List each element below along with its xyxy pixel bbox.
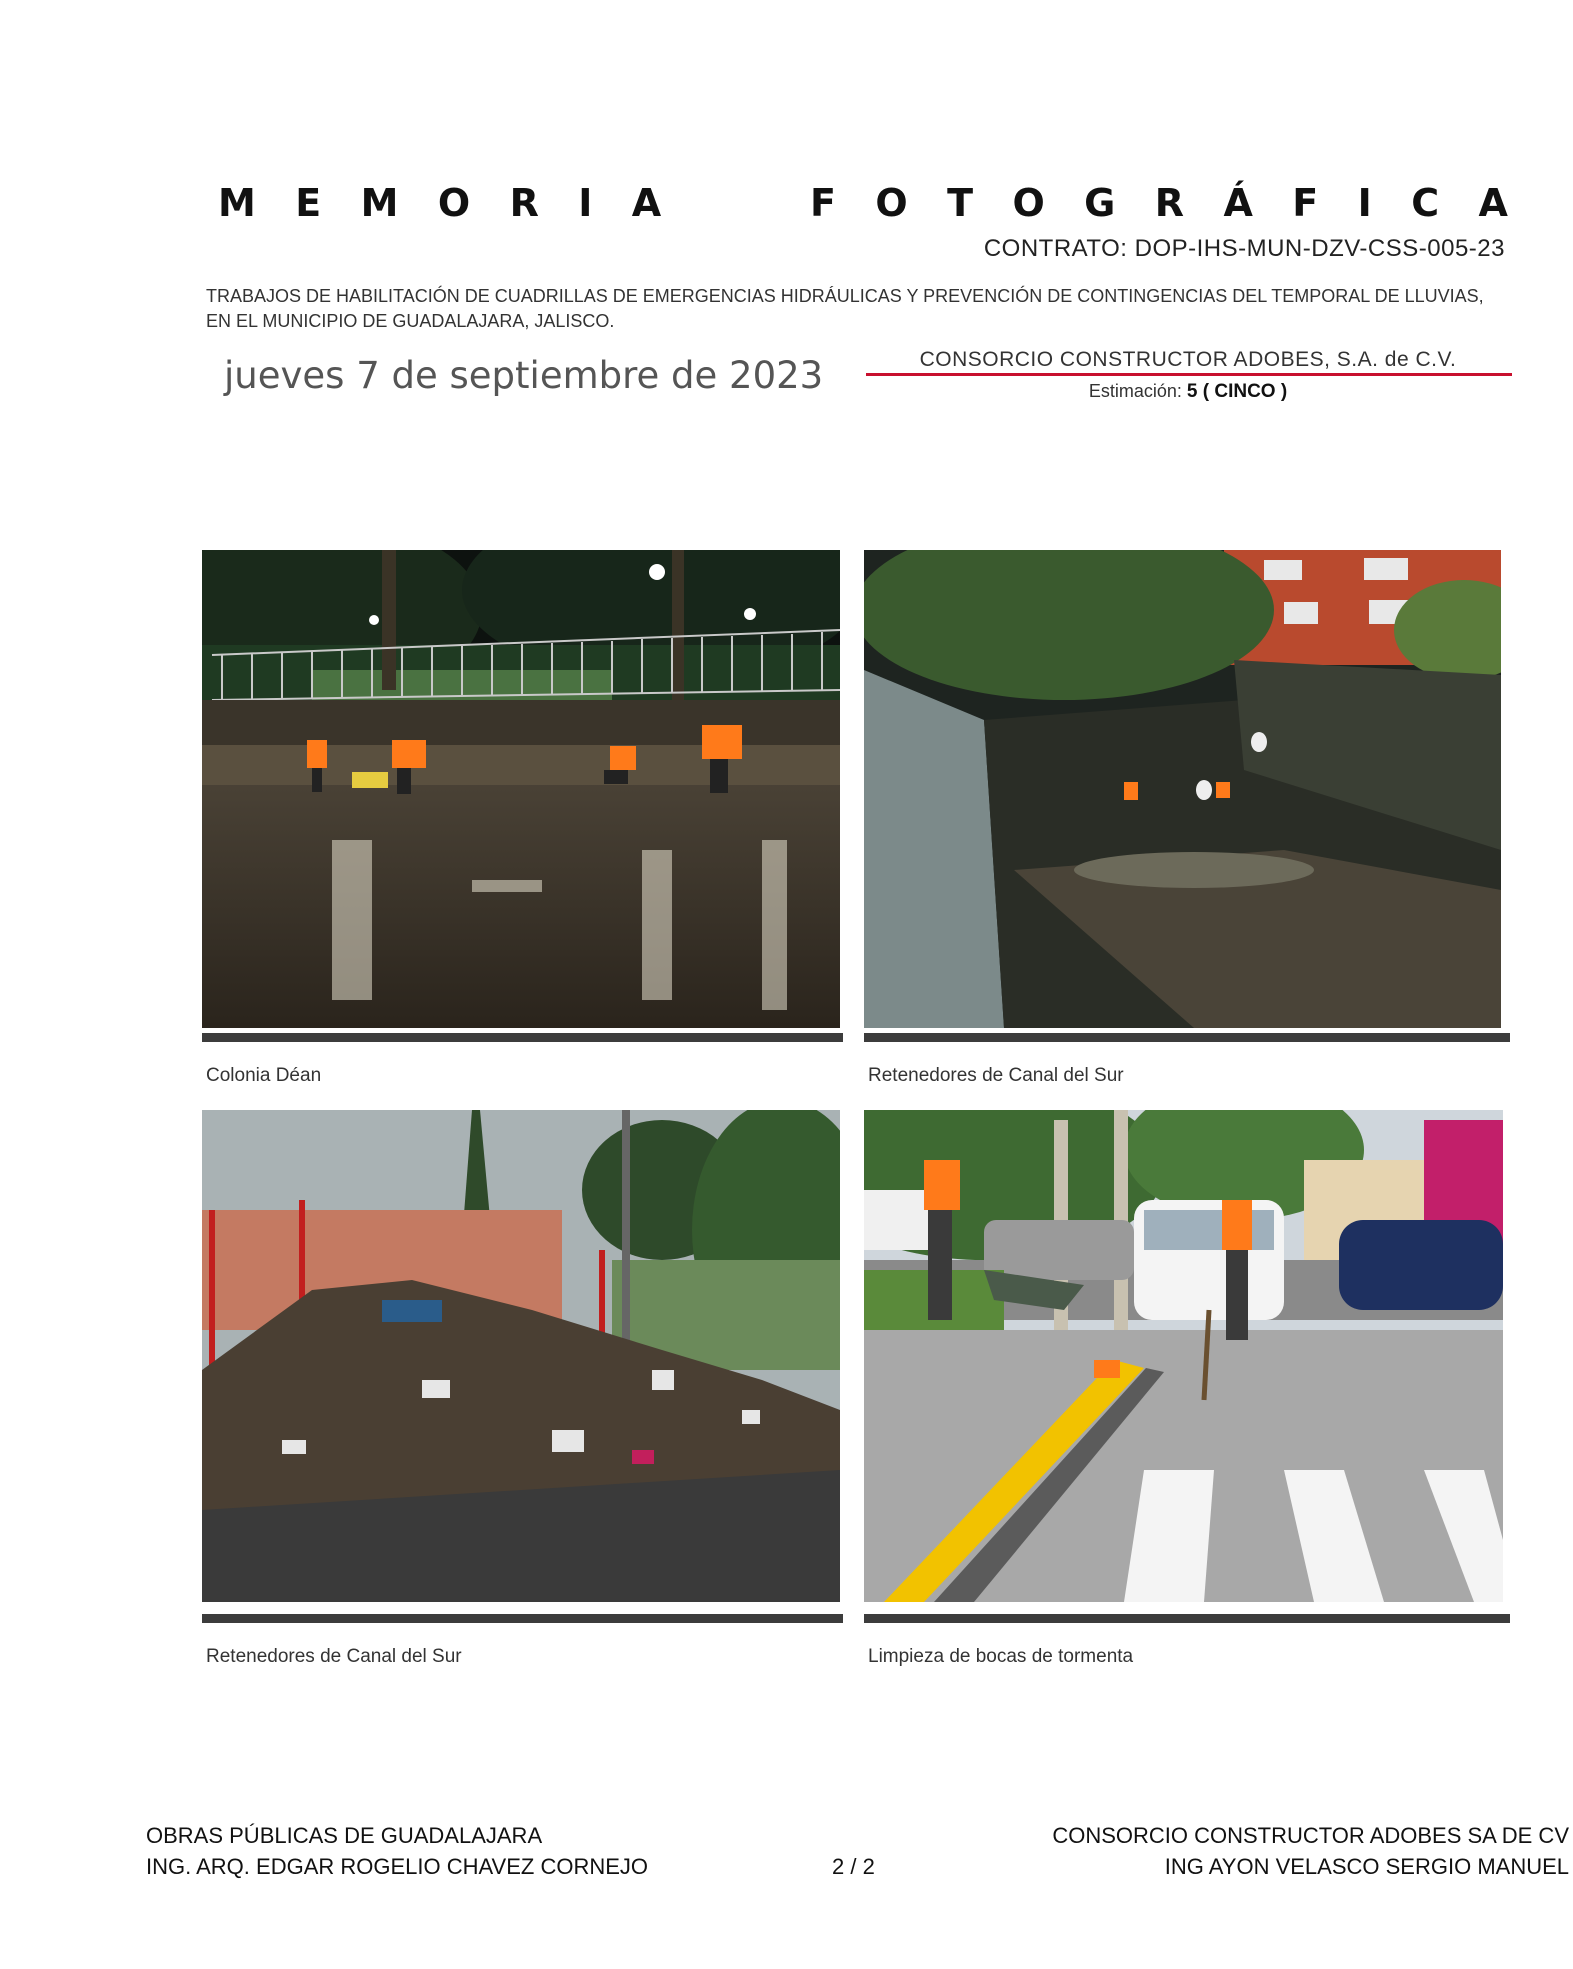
- footer-left-line: OBRAS PÚBLICAS DE GUADALAJARA: [146, 1823, 543, 1848]
- photo-canal-del-sur-2: [202, 1110, 840, 1602]
- photo-canal-del-sur-1: [864, 550, 1501, 1028]
- consortium-name: CONSORCIO CONSTRUCTOR ADOBES, S.A. de C.V.: [919, 348, 1457, 371]
- footer-left: [146, 1820, 648, 1882]
- title-letter: Á: [1223, 181, 1253, 225]
- title-letter: F: [1292, 181, 1319, 225]
- title-letter: O: [875, 181, 908, 225]
- document-title: [218, 178, 1508, 228]
- title-letter: I: [578, 181, 593, 225]
- title-letter: O: [1012, 181, 1045, 225]
- report-date: jueves 7 de septiembre de 2023: [224, 354, 824, 397]
- footer-right-line: ING AYON VELASCO SERGIO MANUEL: [1164, 1854, 1569, 1879]
- photo-bar: [864, 1614, 1510, 1623]
- photo-bocas-de-tormenta: [864, 1110, 1503, 1602]
- footer-left-line: ING. ARQ. EDGAR ROGELIO CHAVEZ CORNEJO: [146, 1854, 649, 1879]
- title-letter: R: [509, 181, 539, 225]
- photo-colonia-dean: [202, 550, 840, 1028]
- title-letter: F: [810, 181, 836, 225]
- footer-right-line: CONSORCIO CONSTRUCTOR ADOBES SA DE CV: [1052, 1823, 1569, 1848]
- title-letter: M: [218, 181, 256, 225]
- estimation: [866, 381, 1510, 403]
- description-line: TRABAJOS DE HABILITACIÓN DE CUADRILLAS DE EMERGENCIAS HIDRÁULICAS Y PREVENCIÓN DE CONTINGENCIAS DEL TEMPORAL DE LLUVIAS,: [206, 286, 1484, 306]
- title-letter: M: [360, 181, 399, 225]
- estimation-label: Estimación:: [1088, 381, 1182, 401]
- description-line: EN EL MUNICIPIO DE GUADALAJARA, JALISCO.: [206, 311, 615, 331]
- work-description: [206, 284, 1506, 334]
- title-letter: G: [1084, 181, 1116, 225]
- page-number: 2 / 2: [832, 1854, 875, 1879]
- title-letter: I: [1357, 181, 1372, 225]
- estimation-value: 5 ( CINCO ): [1186, 381, 1288, 402]
- photo-caption: Retenedores de Canal del Sur: [868, 1065, 1124, 1086]
- title-letter: O: [437, 181, 471, 225]
- photo-bar: [202, 1614, 843, 1623]
- title-letter: A: [631, 181, 662, 225]
- footer-right: [1052, 1820, 1569, 1882]
- photo-bar: [202, 1033, 843, 1042]
- photo-caption: Colonia Déan: [206, 1065, 322, 1086]
- photo-caption: Retenedores de Canal del Sur: [206, 1646, 462, 1667]
- title-letter: A: [1478, 181, 1508, 225]
- title-letter: C: [1411, 181, 1440, 225]
- title-letter: R: [1154, 181, 1185, 225]
- title-letter: T: [947, 181, 974, 225]
- accent-divider: [866, 373, 1512, 376]
- contract-number: CONTRATO: DOP-IHS-MUN-DZV-CSS-005-23: [983, 235, 1505, 262]
- title-letter: E: [295, 181, 322, 225]
- photo-caption: Limpieza de bocas de tormenta: [868, 1646, 1134, 1667]
- photo-bar: [864, 1033, 1510, 1042]
